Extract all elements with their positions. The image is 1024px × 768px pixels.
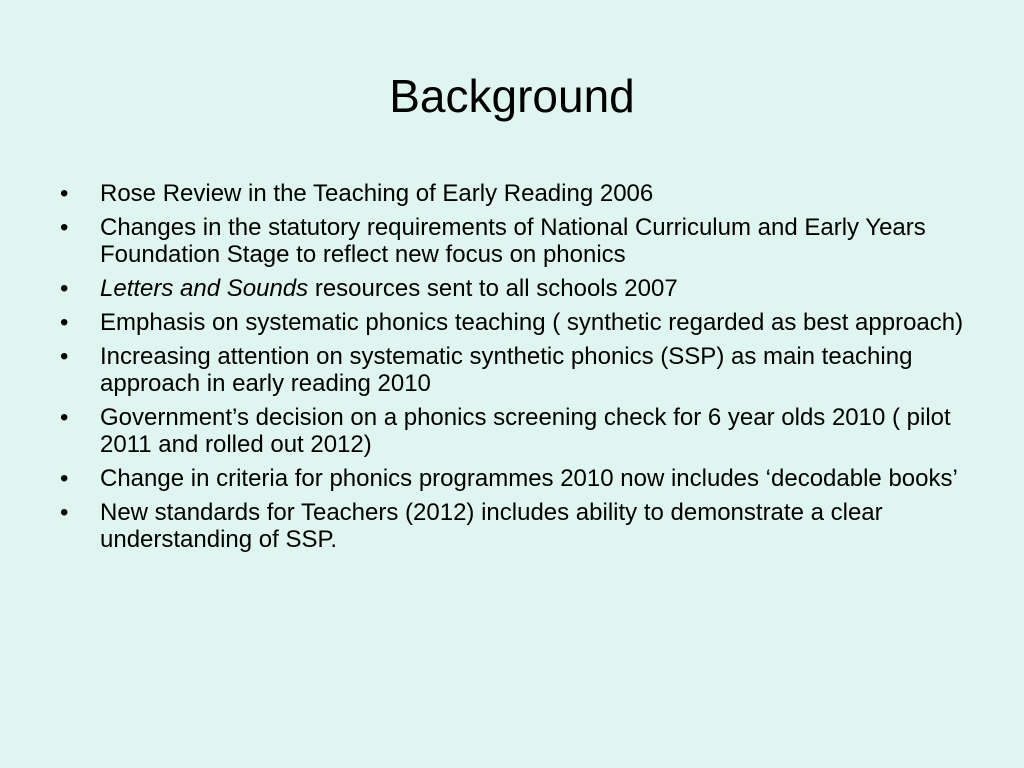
bullet-icon: •	[60, 499, 69, 526]
bullet-text: Rose Review in the Teaching of Early Reading 2006	[100, 180, 654, 207]
bullet-item	[56, 343, 976, 397]
bullet-icon: •	[60, 275, 69, 302]
bullet-italic-text: Letters and Sounds	[100, 275, 309, 302]
bullet-item	[56, 275, 976, 302]
bullet-icon: •	[60, 343, 69, 370]
bullet-text: Emphasis on systematic phonics teaching ( synthetic regarded as best approach)	[100, 309, 964, 336]
bullet-text: Increasing attention on systematic synthetic phonics (SSP) as main teaching approach in early reading 2010	[100, 343, 913, 397]
bullet-text: New standards for Teachers (2012) includes ability to demonstrate a clear understanding of SSP.	[100, 499, 883, 553]
bullet-icon: •	[60, 214, 69, 241]
bullet-icon: •	[60, 404, 69, 431]
bullet-item	[56, 180, 976, 207]
bullet-text: Government’s decision on a phonics screening check for 6 year olds 2010 ( pilot 2011 and rolled out 2012)	[100, 404, 951, 458]
bullet-icon: •	[60, 309, 69, 336]
bullet-item	[56, 465, 976, 492]
bullet-icon: •	[60, 180, 69, 207]
bullet-icon: •	[60, 465, 69, 492]
bullet-list	[56, 180, 976, 560]
slide-title: Background	[389, 70, 635, 122]
bullet-text: resources sent to all schools 2007	[308, 275, 678, 302]
bullet-item	[56, 309, 976, 336]
bullet-item	[56, 499, 976, 553]
bullet-item	[56, 404, 976, 458]
bullet-item	[56, 214, 976, 268]
bullet-text: Change in criteria for phonics programmes 2010 now includes ‘decodable books’	[100, 465, 958, 492]
bullet-text: Changes in the statutory requirements of National Curriculum and Early Years Foundation Stage to reflect new focus on phonics	[100, 214, 926, 268]
